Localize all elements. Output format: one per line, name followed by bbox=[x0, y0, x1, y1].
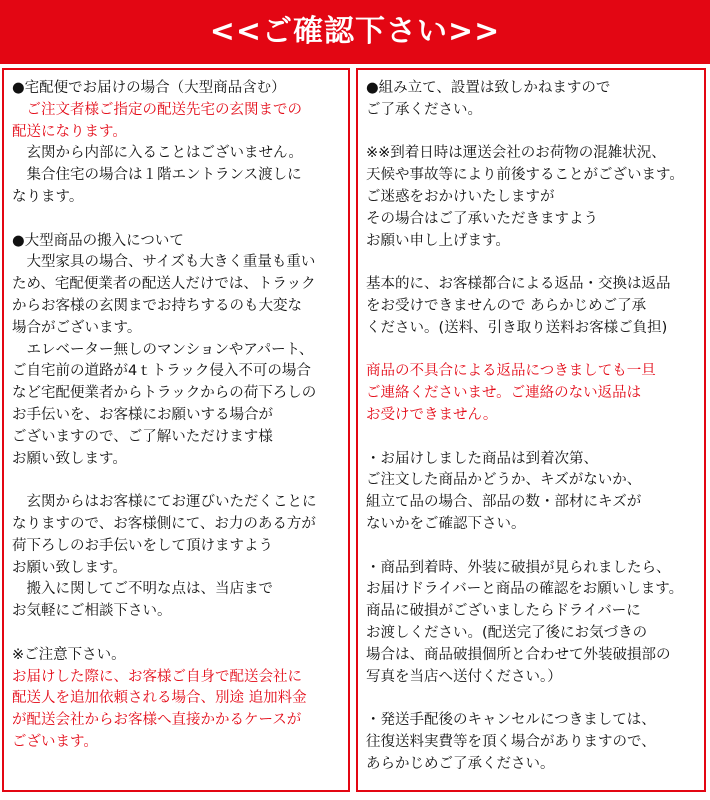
notice-text-line: ・発送手配後のキャンセルにつきましては、 bbox=[366, 712, 656, 729]
notice-text-line: 写真を当店へ送付ください。） bbox=[366, 668, 562, 685]
notice-text-line: ございます。 bbox=[12, 733, 98, 750]
spacer-line bbox=[366, 340, 698, 362]
notice-text-line: 搬入に関してご不明な点は、当店まで bbox=[12, 581, 273, 598]
right-notice-panel bbox=[356, 68, 706, 792]
notice-text-line: ご迷惑をおかけいたしますが bbox=[366, 188, 555, 205]
header-banner bbox=[0, 0, 710, 64]
notice-text-line: ●宅配便でお届けの場合（大型商品含む） bbox=[12, 80, 286, 96]
notice-text-line: なります。 bbox=[12, 188, 84, 205]
notice-text-line: 往復送料実費等を頂く場合がありますので、 bbox=[366, 733, 656, 750]
notice-text-line: など宅配便業者からトラックからの荷下ろしの bbox=[12, 385, 317, 402]
notice-text-line: が配送会社からお客様へ直接かかるケースが bbox=[12, 712, 302, 729]
spacer-line bbox=[366, 252, 698, 274]
notice-text-line: お渡しください。(配送完了後にお気づきの bbox=[366, 624, 648, 641]
notice-text-line: ご注文した商品かどうか、キズがないか、 bbox=[366, 472, 642, 489]
notice-text-line: ※※到着日時は運送会社のお荷物の混雑状況、 bbox=[366, 145, 666, 162]
notice-text-line: ご注文者様ご指定の配送先宅の玄関までの bbox=[12, 101, 302, 118]
notice-text-line: お願い致します。 bbox=[12, 450, 127, 467]
notice-text-line: ご自宅前の道路が4ｔトラック侵入不可の場合 bbox=[12, 363, 311, 380]
notice-text-line: をお受けできませんので あらかじめご了承 bbox=[366, 297, 647, 314]
notice-text-line: 組立て品の場合、部品の数・部材にキズが bbox=[366, 494, 642, 511]
notice-text-line: お願い致します。 bbox=[12, 559, 127, 576]
left-notice-panel bbox=[2, 68, 350, 792]
notice-text-line: お受けできません。 bbox=[366, 406, 498, 423]
notice-text-line: 商品に破損がございましたらドライバーに bbox=[366, 603, 641, 620]
spacer-line bbox=[12, 209, 342, 231]
notice-text-line: ●組み立て、設置は致しかねますので bbox=[366, 80, 611, 96]
notice-text-line: その場合はご了承いただきますよう bbox=[366, 210, 598, 227]
notice-text-line: 場合がございます。 bbox=[12, 319, 142, 336]
notice-text-line: お手伝いを、お客様にお願いする場合が bbox=[12, 406, 273, 423]
notice-text-line: 商品の不具合による返品につきましても一旦 bbox=[366, 363, 656, 380]
notice-text-line: お届けドライバーと商品の確認をお願いします。 bbox=[366, 581, 684, 598]
notice-text-line: ご連絡くださいませ。ご連絡のない返品は bbox=[366, 385, 642, 402]
notice-text-line: お届けした際に、お客様ご自身で配送会社に bbox=[12, 668, 302, 685]
notice-text-line: お気軽にご相談下さい。 bbox=[12, 603, 172, 620]
notice-text-line: ●大型商品の搬入について bbox=[12, 232, 184, 249]
header-title: <<ご確認下さい>> bbox=[209, 14, 501, 49]
notice-text-line: お願い申し上げます。 bbox=[366, 232, 510, 249]
spacer-line bbox=[366, 688, 698, 710]
notice-text-line: なりますので、お客様側にて、お力のある方が bbox=[12, 515, 316, 532]
notice-text-line: ご了承ください。 bbox=[366, 101, 482, 118]
notice-text-line: 大型家具の場合、サイズも大きく重量も重い bbox=[12, 254, 316, 271]
notice-text-line: 玄関からはお客様にてお運びいただくことに bbox=[12, 494, 317, 511]
notice-text-line: 天候や事故等により前後することがございます。 bbox=[366, 167, 684, 184]
spacer-line bbox=[366, 122, 698, 144]
notice-text-line: 配送人を追加依頼される場合、別途 追加料金 bbox=[12, 690, 307, 707]
spacer-line bbox=[366, 427, 698, 449]
notice-text-line: ないかをご確認下さい。 bbox=[366, 515, 526, 532]
notice-text-line: 荷下ろしのお手伝いをして頂けますよう bbox=[12, 537, 273, 554]
notice-text-line: エレベーター無しのマンションやアパート、 bbox=[12, 341, 314, 358]
notice-text-line: ・お届けしました商品は到着次第、 bbox=[366, 450, 598, 467]
spacer-line bbox=[12, 470, 342, 492]
notice-text-line: 玄関から内部に入ることはございません。 bbox=[12, 145, 303, 162]
notice-text-line: からお客様の玄関までお持ちするのも大変な bbox=[12, 297, 302, 314]
spacer-line bbox=[12, 623, 342, 645]
notice-text-line: 配送になります。 bbox=[12, 123, 127, 140]
notice-text-line: ※ご注意下さい。 bbox=[12, 646, 126, 663]
spacer-line bbox=[366, 536, 698, 558]
notice-text-line: 場合は、商品破損個所と合わせて外装破損部の bbox=[366, 646, 671, 663]
notice-text-line: 集合住宅の場合は１階エントランス渡しに bbox=[12, 167, 302, 184]
notice-text-line: ・商品到着時、外装に破損が見られましたら、 bbox=[366, 559, 671, 576]
notice-text-line: ください。(送料、引き取り送料お客様ご負担) bbox=[366, 319, 668, 336]
notice-text-line: ございますので、ご了解いただけます様 bbox=[12, 428, 273, 445]
notice-text-line: あらかじめご了承ください。 bbox=[366, 755, 555, 772]
notice-text-line: ため、宅配便業者の配送人だけでは、トラック bbox=[12, 276, 316, 293]
notice-text-line: 基本的に、お客様都合による返品・交換は返品 bbox=[366, 276, 671, 293]
